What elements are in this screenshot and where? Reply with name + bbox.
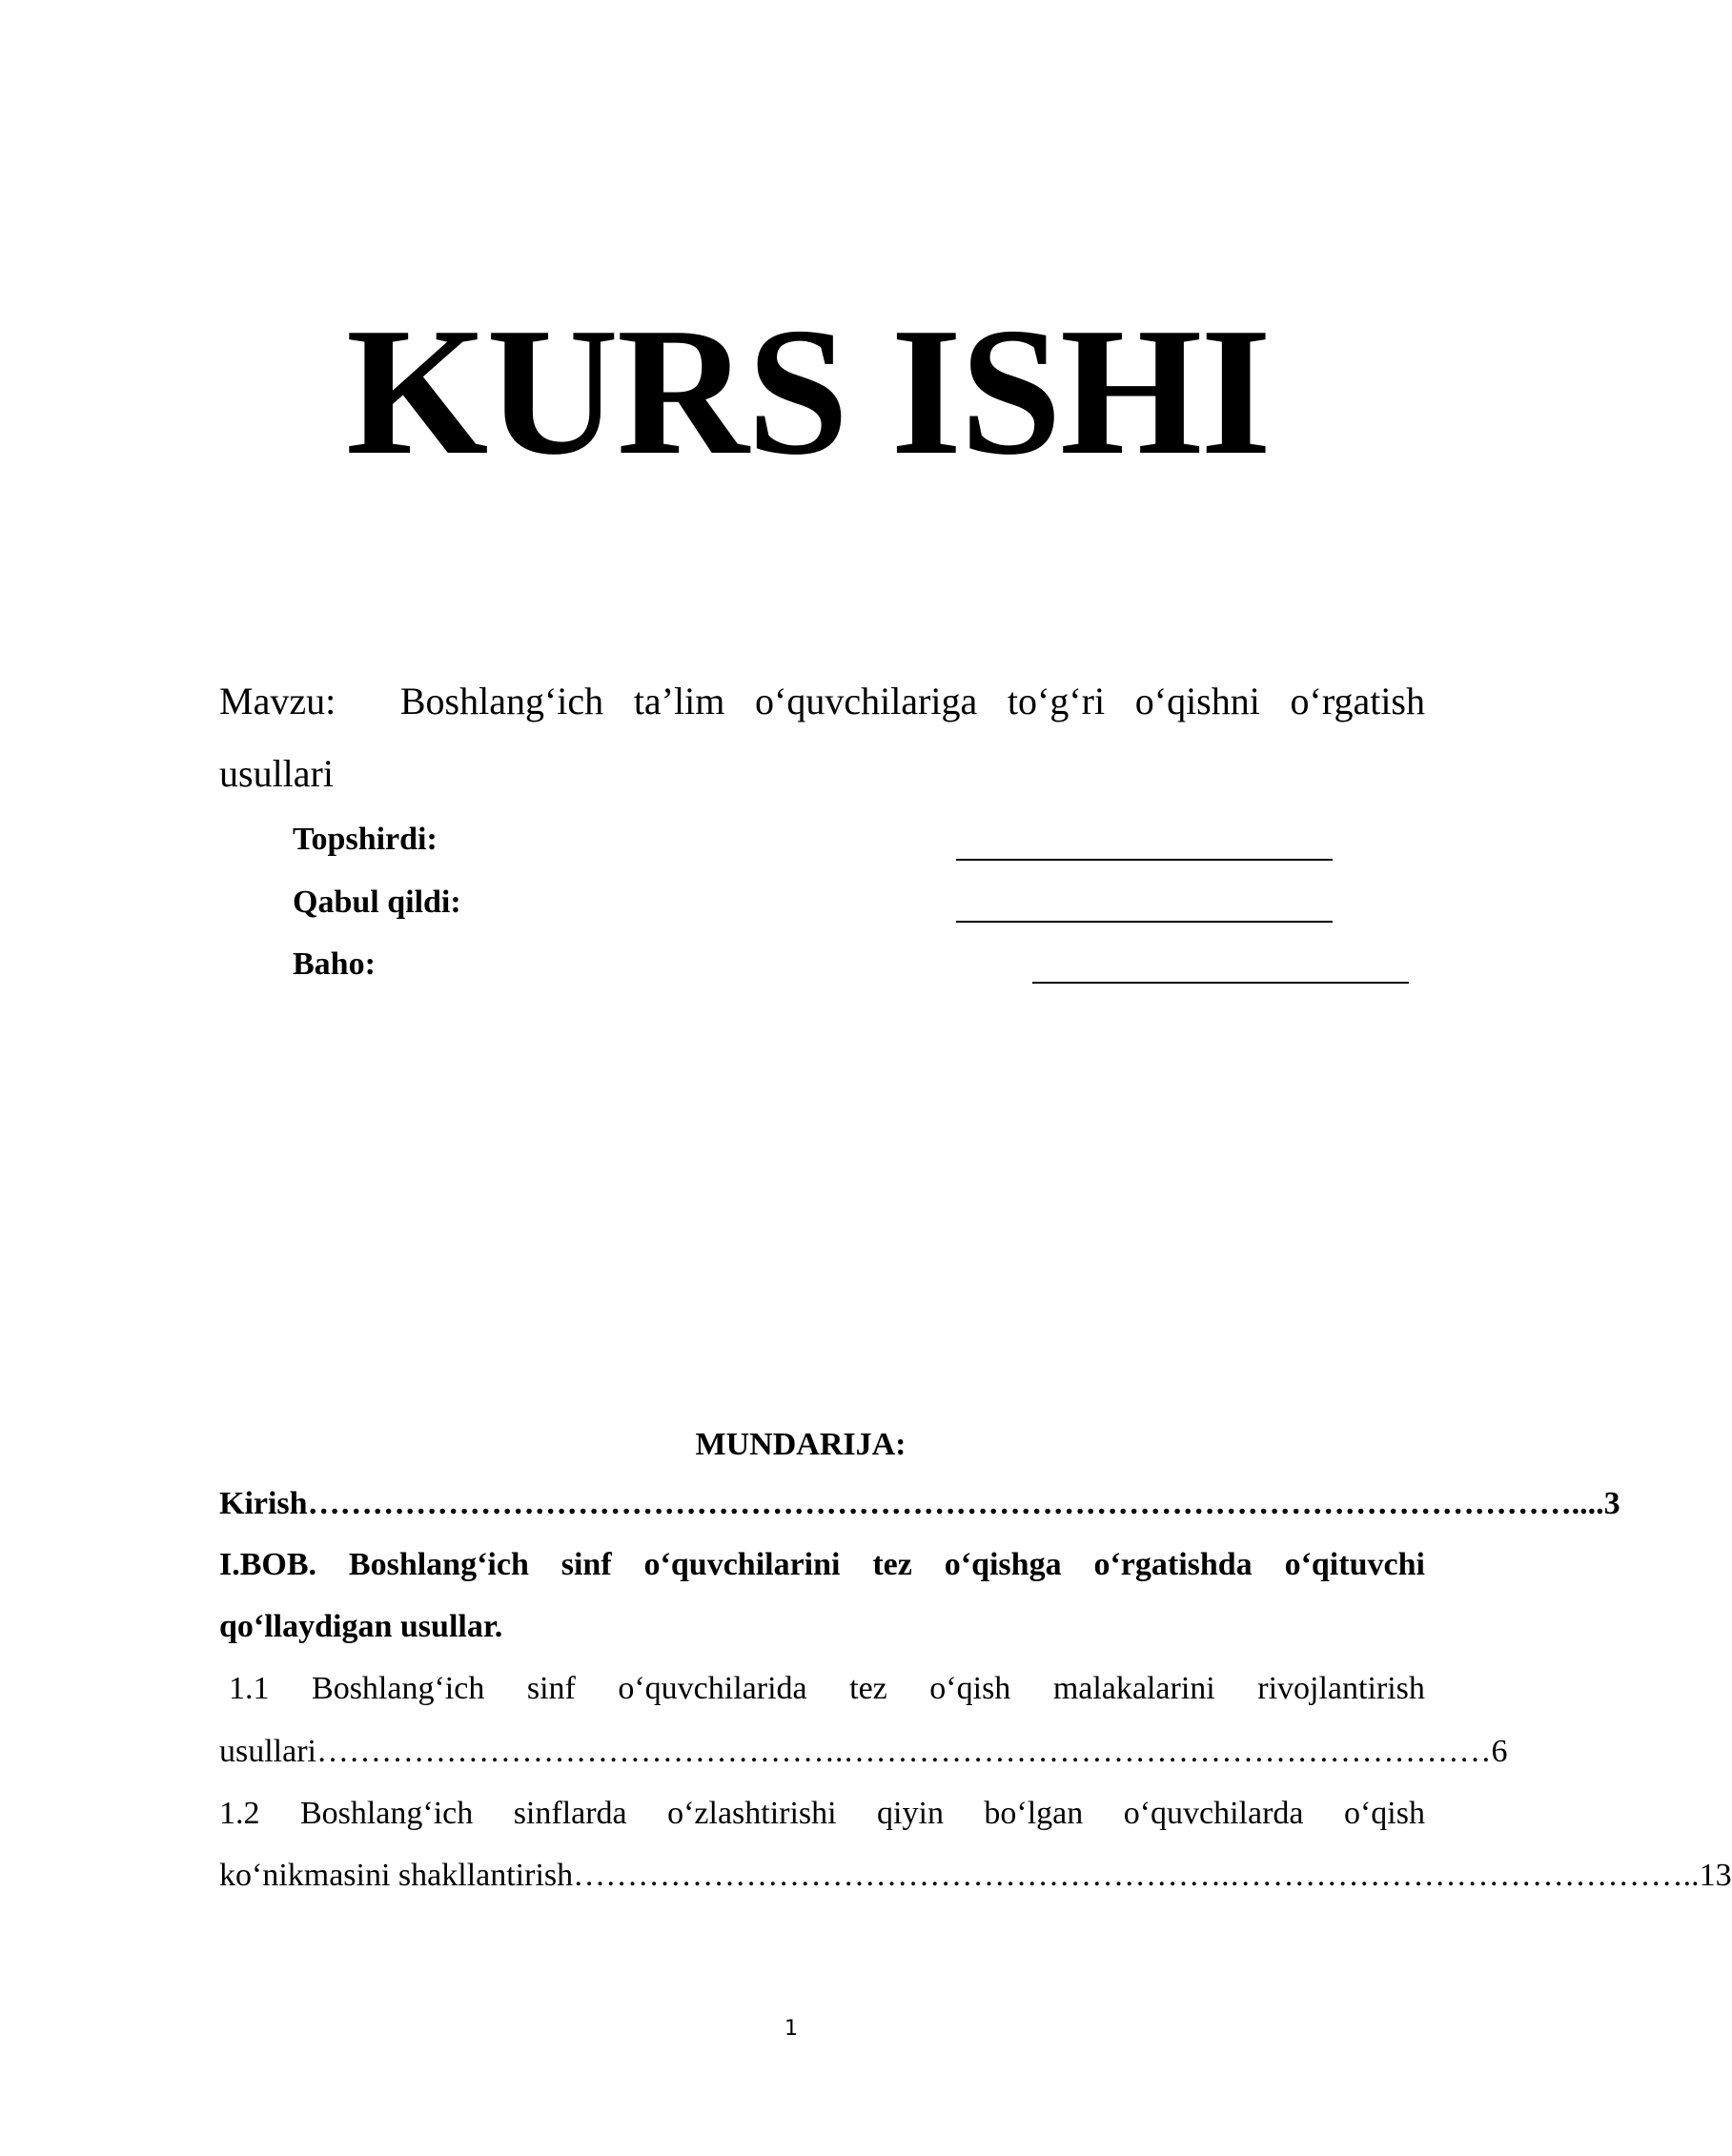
topic-word: to‘g‘ri — [1007, 680, 1106, 722]
toc-word: tez — [872, 1547, 912, 1582]
toc-leader-dots: ………………………………………………………………………………………………………. — [307, 1486, 1580, 1521]
submitted-signature-line — [956, 859, 1333, 861]
toc-page-number: 6 — [1491, 1734, 1508, 1769]
topic-line-1 — [219, 675, 1425, 728]
toc-entry-label: Kirish — [219, 1486, 308, 1521]
toc-word: 1.2 — [219, 1796, 260, 1831]
toc-word: 1.1 — [229, 1671, 270, 1706]
toc-entry-label: ko‘nikmasini shakllantirish — [219, 1858, 574, 1893]
toc-leader-dots: ………………………………………….…………………………………………………… — [316, 1734, 1492, 1769]
toc-word: tez — [849, 1671, 887, 1706]
toc-word: sinf — [560, 1547, 612, 1582]
toc-word: o‘quvchilarini — [643, 1547, 841, 1582]
toc-word: qiyin — [877, 1796, 944, 1831]
toc-word: Boshlang‘ich — [299, 1796, 474, 1831]
toc-word: o‘qituvchi — [1284, 1547, 1425, 1582]
topic-word: Boshlang‘ich — [399, 680, 604, 722]
topic-word: o‘rgatish — [1290, 680, 1425, 722]
toc-heading: MUNDARIJA: — [695, 1427, 907, 1462]
toc-word: o‘zlashtirishi — [667, 1796, 837, 1831]
topic-word: o‘qishni — [1134, 680, 1260, 722]
toc-page-number: ...3 — [1579, 1486, 1620, 1521]
grade-label: Baho: — [293, 946, 376, 982]
toc-entry-intro — [219, 1483, 1620, 1525]
document-title: KURS ISHI — [346, 290, 1270, 493]
toc-entry-chapter1-line1 — [219, 1544, 1425, 1586]
toc-word: o‘qishga — [944, 1547, 1062, 1582]
toc-word: malakalarini — [1052, 1671, 1215, 1706]
topic-word: Mavzu: — [219, 680, 336, 722]
toc-word: o‘rgatishda — [1093, 1547, 1253, 1582]
topic-word: o‘quvchilariga — [755, 680, 978, 722]
toc-word: I.BOB. — [219, 1547, 317, 1582]
toc-word: o‘qish — [1343, 1796, 1425, 1831]
toc-entry-1-2-line1 — [219, 1793, 1425, 1835]
toc-entry-1-2-line2 — [219, 1855, 1732, 1897]
toc-word: sinflarda — [513, 1796, 627, 1831]
toc-entry-chapter1-line2: qo‘llaydigan usullar. — [219, 1609, 503, 1644]
toc-word: sinf — [526, 1671, 576, 1706]
toc-leader-dots: …………………………………………………….…………………………………… — [573, 1858, 1683, 1893]
page-number: 1 — [784, 2017, 798, 2041]
accepted-signature-line — [956, 921, 1333, 923]
toc-word: o‘quvchilarida — [618, 1671, 807, 1706]
toc-entry-1-1-line1 — [229, 1668, 1425, 1710]
topic-line-2: usullari — [219, 752, 334, 795]
topic-word: ta’lim — [633, 680, 725, 722]
accepted-label: Qabul qildi: — [293, 885, 461, 920]
submitted-label: Topshirdi: — [293, 822, 438, 857]
toc-entry-label: usullari — [219, 1734, 316, 1769]
grade-signature-line — [1032, 982, 1409, 984]
toc-word: o‘quvchilarda — [1123, 1796, 1304, 1831]
toc-word: o‘qish — [929, 1671, 1011, 1706]
toc-word: rivojlantirish — [1257, 1671, 1425, 1706]
toc-word: bo‘lgan — [984, 1796, 1084, 1831]
toc-word: Boshlang‘ich — [312, 1671, 485, 1706]
toc-word: Boshlang‘ich — [348, 1547, 529, 1582]
toc-entry-1-1-line2 — [219, 1731, 1508, 1773]
toc-page-number: ..13 — [1682, 1858, 1732, 1893]
